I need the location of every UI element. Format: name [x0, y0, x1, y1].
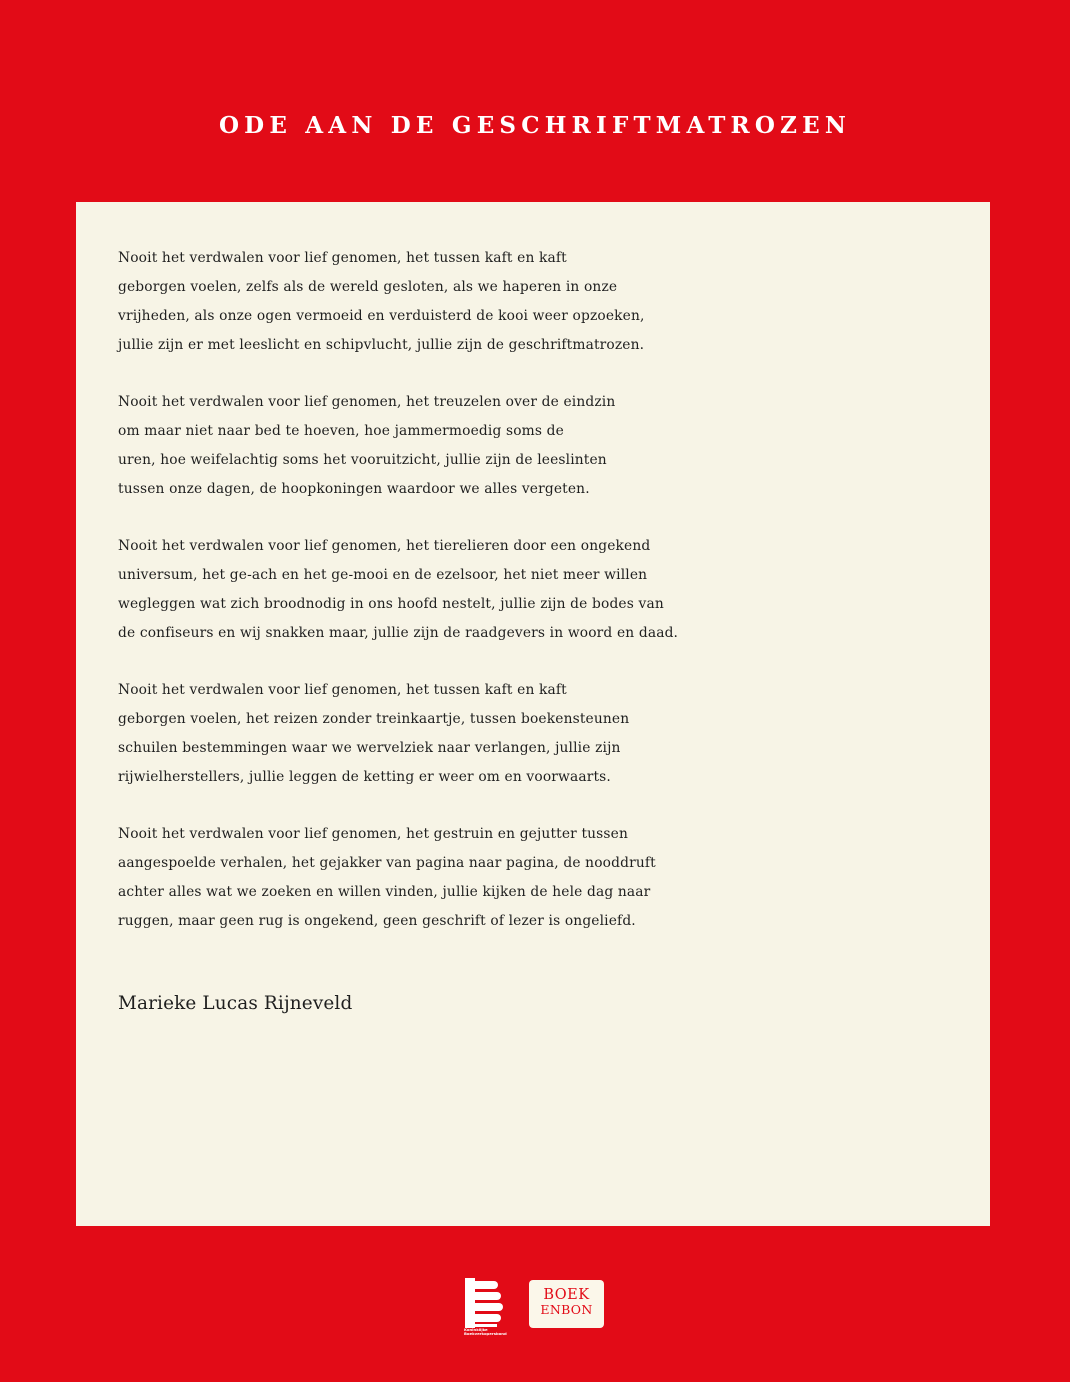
- stanza: [118, 532, 978, 648]
- poem-line: aangespoelde verhalen, het gejakker van pagina naar pagina, de nooddruft: [118, 855, 656, 871]
- author-name: Marieke Lucas Rijneveld: [118, 993, 353, 1014]
- kvb-caption: [464, 1328, 507, 1336]
- poem-panel: [76, 202, 990, 1226]
- poem-line: ruggen, maar geen rug is ongekend, geen geschrift of lezer is ongeliefd.: [118, 913, 636, 929]
- poem-line: Nooit het verdwalen voor lief genomen, het treuzelen over de eindzin: [118, 394, 616, 410]
- poem: [118, 244, 978, 964]
- page-title: ODE AAN DE GESCHRIFTMATROZEN: [218, 112, 852, 139]
- poem-line: om maar niet naar bed te hoeven, hoe jammermoedig soms de: [118, 423, 564, 439]
- poem-line: achter alles wat we zoeken en willen vinden, jullie kijken de hele dag naar: [118, 884, 651, 900]
- boekenbon-logo-top: BOEK: [543, 1287, 590, 1303]
- poem-line: geborgen voelen, zelfs als de wereld gesloten, als we haperen in onze: [118, 279, 618, 295]
- poem-line: Nooit het verdwalen voor lief genomen, het tussen kaft en kaft: [118, 682, 567, 698]
- poem-line: universum, het ge-ach en het ge-mooi en de ezelsoor, het niet meer willen: [118, 567, 648, 583]
- poem-line: vrijheden, als onze ogen vermoeid en verduisterd de kooi weer opzoeken,: [118, 308, 645, 324]
- boekenbon-logo: [529, 1280, 604, 1328]
- poem-line: de confiseurs en wij snakken maar, jullie zijn de raadgevers in woord en daad.: [118, 625, 679, 641]
- poem-line: uren, hoe weifelachtig soms het vooruitzicht, jullie zijn de leeslinten: [118, 452, 607, 468]
- poem-line: Nooit het verdwalen voor lief genomen, het gestruin en gejutter tussen: [118, 826, 628, 842]
- poem-line: rijwielherstellers, jullie leggen de ketting er weer om en voorwaarts.: [118, 769, 611, 785]
- poem-line: schuilen bestemmingen waar we wervelziek naar verlangen, jullie zijn: [118, 740, 621, 756]
- boekenbon-logo-bottom: ENBON: [540, 1302, 593, 1317]
- stanza: [118, 676, 978, 792]
- stanza: [118, 244, 978, 360]
- poem-line: Nooit het verdwalen voor lief genomen, het tierelieren door een ongekend: [118, 538, 651, 554]
- poem-line: tussen onze dagen, de hoopkoningen waardoor we alles vergeten.: [118, 481, 590, 497]
- poem-line: wegleggen wat zich broodnodig in ons hoofd nestelt, jullie zijn de bodes van: [118, 596, 664, 612]
- kvb-caption-line1: Koninklijke: [464, 1327, 488, 1332]
- poem-line: geborgen voelen, het reizen zonder treinkaartje, tussen boekensteunen: [118, 711, 630, 727]
- stanza: [118, 820, 978, 936]
- poem-line: jullie zijn er met leeslicht en schipvlucht, jullie zijn de geschriftmatrozen.: [118, 337, 645, 353]
- kvb-logo: [463, 1278, 507, 1340]
- stanza: [118, 388, 978, 504]
- stacked-books-logo-icon: [463, 1278, 507, 1328]
- poem-line: Nooit het verdwalen voor lief genomen, het tussen kaft en kaft: [118, 250, 567, 266]
- kvb-caption-line2: Boekverkopersbond: [464, 1331, 507, 1337]
